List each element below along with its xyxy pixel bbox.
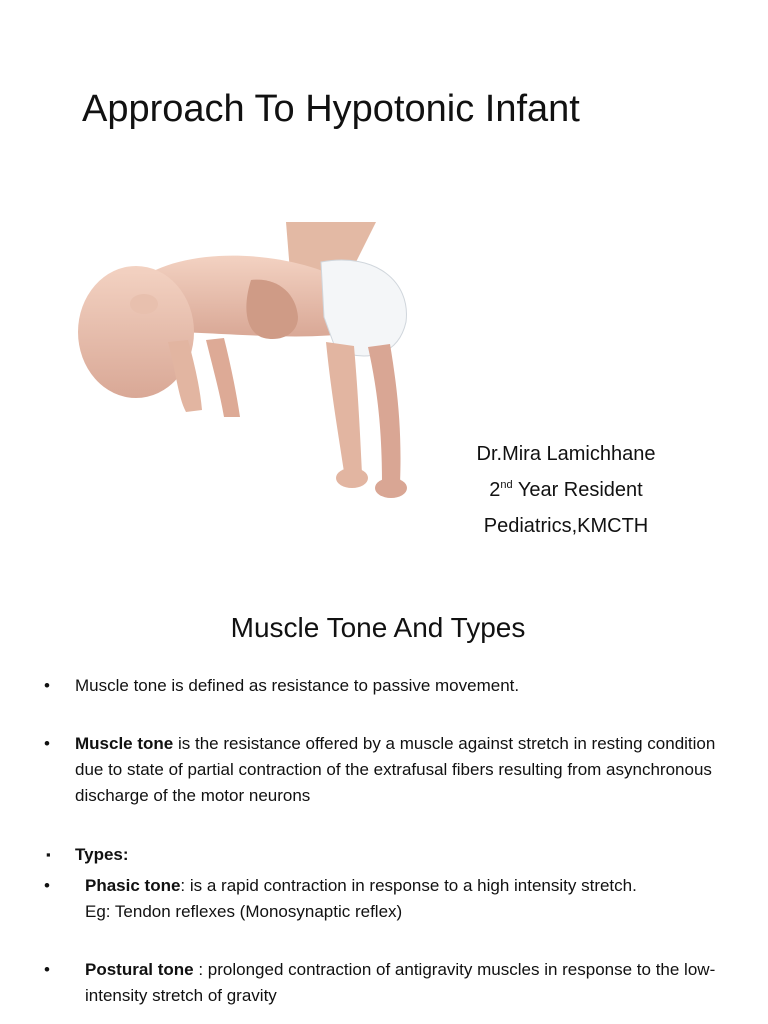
bullet-bold-term: Muscle tone: [75, 734, 174, 753]
bullet-body: : prolonged contraction of antigravity muscles in response to the low-intensity stretch of gravity: [85, 960, 716, 1005]
author-year-rest: Year Resident: [512, 479, 643, 501]
bullet-text: [85, 957, 745, 1009]
bullet-body-line2: Eg: Tendon reflexes (Monosynaptic reflex): [85, 902, 403, 921]
bullet-marker: •: [44, 676, 50, 695]
author-year: [440, 472, 692, 508]
hypotonic-infant-illustration: [76, 222, 416, 506]
bullet-text: [75, 731, 745, 809]
bullet-bold-term: Postural tone: [85, 960, 194, 979]
bullet-text: [75, 842, 745, 868]
author-dept: Pediatrics,KMCTH: [483, 515, 649, 537]
author-year-sup: nd: [500, 479, 513, 491]
section-title: Muscle Tone And Types: [230, 612, 526, 643]
bullet-marker: •: [44, 960, 50, 979]
slide-title: Approach To Hypotonic Infant: [82, 88, 580, 130]
bullet-bold-term: Types:: [75, 845, 129, 864]
author-name: Dr.Mira Lamichhane: [476, 443, 656, 465]
diaper-shape: [321, 260, 406, 356]
bullet-body: is the resistance offered by a muscle against stretch in resting condition due to state of partial contraction of the extrafusal fibers resulting from asynchronous discharge of the motor neurons: [75, 734, 716, 805]
bullet-body: : is a rapid contraction in response to a high intensity stretch.: [180, 876, 637, 895]
author-block: [440, 436, 692, 544]
bullet-bold-term: Phasic tone: [85, 876, 181, 895]
bullet-text: Muscle tone is defined as resistance to passive movement.: [75, 676, 520, 695]
bullet-text: [85, 873, 745, 925]
bullet-marker: •: [44, 734, 50, 753]
bullet-marker: •: [44, 876, 50, 895]
bullet-marker: ▪: [46, 847, 51, 862]
author-year-num: 2: [489, 479, 501, 501]
